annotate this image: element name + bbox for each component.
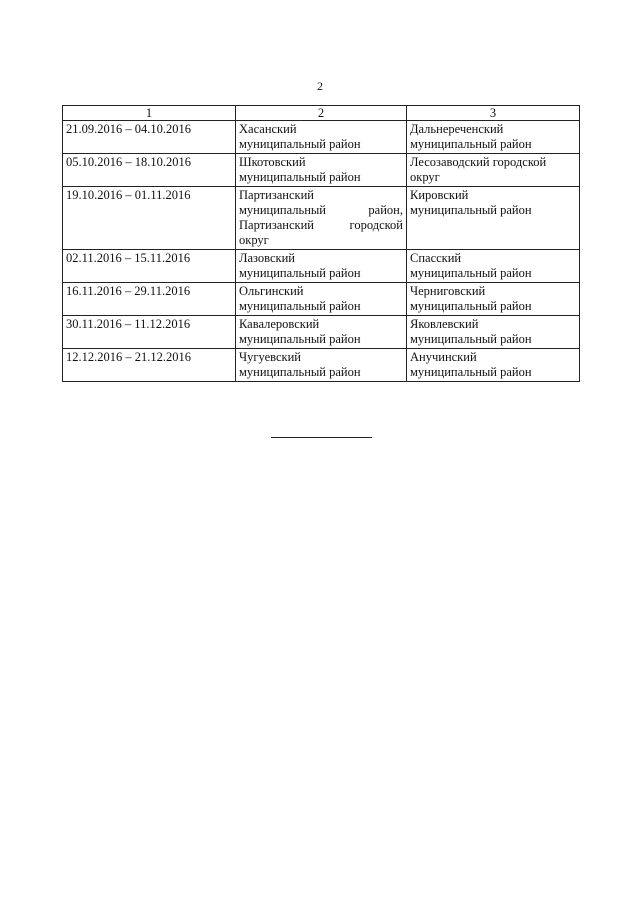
district-cell xyxy=(236,349,407,382)
district-text: Яковлевский муниципальный район xyxy=(410,317,532,346)
district-cell xyxy=(236,121,407,154)
end-separator-line xyxy=(271,437,372,438)
district-cell xyxy=(407,250,580,283)
column-header-2: 2 xyxy=(236,106,407,121)
district-text: округ xyxy=(239,233,269,247)
district-cell xyxy=(236,187,407,250)
district-cell xyxy=(407,121,580,154)
district-text: Спасский муниципальный район xyxy=(410,251,532,280)
district-text: Хасанский муниципальный район xyxy=(239,122,361,151)
district-cell xyxy=(236,154,407,187)
district-cell xyxy=(407,316,580,349)
district-cell xyxy=(236,250,407,283)
district-cell xyxy=(236,283,407,316)
district-text: Анучинский муниципальный район xyxy=(410,350,532,379)
column-header-3: 3 xyxy=(407,106,580,121)
period-text: 16.11.2016 – 29.11.2016 xyxy=(66,284,191,298)
table-row xyxy=(63,121,580,154)
table-row xyxy=(63,283,580,316)
period-text: 02.11.2016 – 15.11.2016 xyxy=(66,251,191,265)
district-text: Кавалеровский муниципальный район xyxy=(239,317,361,346)
district-text: Партизанский xyxy=(239,188,314,202)
page-number: 2 xyxy=(317,79,323,93)
period-text: 12.12.2016 – 21.12.2016 xyxy=(66,350,191,364)
district-cell xyxy=(407,349,580,382)
table-header-row xyxy=(63,106,580,121)
district-text: Лесозаводский городской округ xyxy=(410,155,547,184)
district-cell xyxy=(407,283,580,316)
period-text: 05.10.2016 – 18.10.2016 xyxy=(66,155,191,169)
period-cell xyxy=(63,316,236,349)
district-text: Черниговский муниципальный район xyxy=(410,284,532,313)
district-text: Дальнереченский муниципальный район xyxy=(410,122,532,151)
table-row xyxy=(63,316,580,349)
period-cell xyxy=(63,187,236,250)
period-cell xyxy=(63,250,236,283)
period-text: 19.10.2016 – 01.11.2016 xyxy=(66,188,191,202)
district-text: Лазовский муниципальный район xyxy=(239,251,361,280)
period-text: 30.11.2016 – 11.12.2016 xyxy=(66,317,191,331)
column-header-1: 1 xyxy=(63,106,236,121)
table-row xyxy=(63,154,580,187)
table-row xyxy=(63,250,580,283)
period-cell xyxy=(63,121,236,154)
district-cell xyxy=(407,154,580,187)
table-row xyxy=(63,349,580,382)
district-text: Чугуевский муниципальный район xyxy=(239,350,361,379)
district-text: муниципальный район, xyxy=(239,203,403,217)
district-text: Ольгинский муниципальный район xyxy=(239,284,361,313)
district-cell xyxy=(236,316,407,349)
period-cell xyxy=(63,283,236,316)
period-cell xyxy=(63,349,236,382)
period-text: 21.09.2016 – 04.10.2016 xyxy=(66,122,191,136)
schedule-table xyxy=(62,105,580,382)
table-row xyxy=(63,187,580,250)
district-text: Кировский муниципальный район xyxy=(410,188,532,217)
district-text: Партизанский городской xyxy=(239,218,403,232)
period-cell xyxy=(63,154,236,187)
district-cell xyxy=(407,187,580,250)
district-text: Шкотовский муниципальный район xyxy=(239,155,361,184)
